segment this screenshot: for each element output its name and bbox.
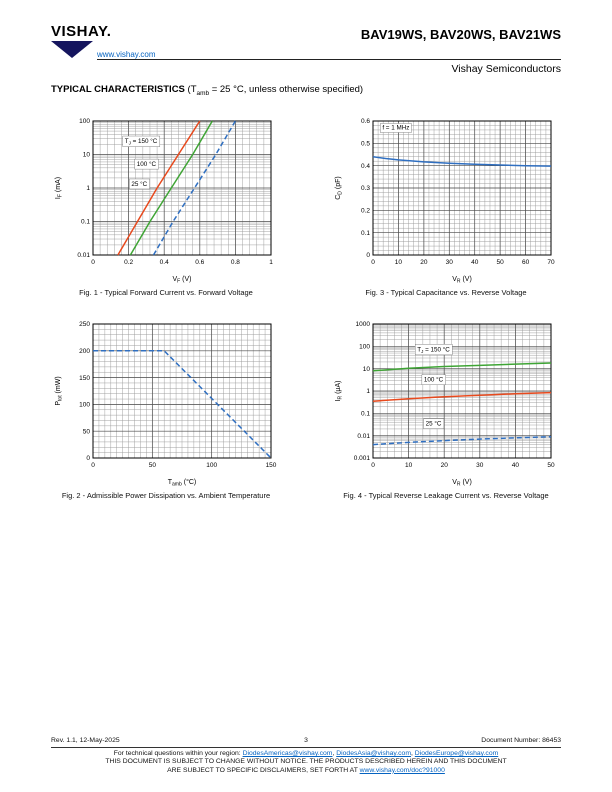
svg-text:50: 50: [148, 462, 156, 469]
svg-text:f = 1 MHz: f = 1 MHz: [382, 124, 410, 132]
svg-text:0: 0: [91, 462, 95, 469]
section-heading-condition: ($T_{amb} = 25$ °C, unless otherwise specified): [184, 84, 364, 97]
svg-text:0.1: 0.1: [360, 229, 370, 237]
footer-row: [51, 737, 561, 746]
email-link-americas[interactable]: DiodesAmericas@vishay.com: [242, 750, 333, 757]
svg-text:IF (mA): $I_F$ (mA): [55, 176, 64, 200]
disclaimer-text: [51, 758, 561, 776]
fig4-caption: Fig. 4 - Typical Reverse Leakage Current vs. Reverse Voltage: [343, 491, 549, 500]
svg-text:10: 10: [404, 462, 413, 469]
page-number: 3: [304, 737, 308, 744]
svg-text:60: 60: [521, 259, 530, 266]
fig2-caption: Fig. 2 - Admissible Power Dissipation vs. Ambient Temperature: [61, 491, 271, 500]
svg-text:0.6: 0.6: [195, 259, 205, 266]
svg-text:70: 70: [547, 259, 555, 266]
figure-power-dissipation: [51, 316, 281, 500]
disclaimer-doc-link[interactable]: www.vishay.com/doc?91000: [359, 766, 445, 774]
svg-text:100: 100: [79, 401, 90, 409]
footer-rule: [51, 747, 561, 748]
power-dissipation-chart: [51, 316, 281, 488]
revision-text: Rev. 1.1, 12-May-2025: [51, 737, 120, 744]
svg-text:30: 30: [476, 462, 484, 469]
svg-text:20: 20: [440, 462, 448, 469]
svg-text:VR (V): $V_R$ (V): [452, 479, 472, 488]
svg-text:CD (pF): $C_D$ (pF): [335, 176, 344, 200]
svg-text:10: 10: [394, 259, 403, 266]
svg-text:150: 150: [265, 462, 277, 469]
svg-text:50: 50: [82, 428, 90, 436]
svg-text:150: 150: [79, 374, 90, 382]
division-subtitle: Vishay Semiconductors: [451, 63, 561, 75]
svg-text:1000: 1000: [355, 321, 370, 329]
svg-text:0: 0: [371, 259, 375, 266]
svg-text:0.001: 0.001: [353, 455, 370, 463]
svg-text:TJ = 150 °C: $T_J = 150$ °C: [417, 346, 450, 354]
svg-text:0.1: 0.1: [360, 410, 370, 418]
svg-text:100: 100: [206, 462, 218, 469]
svg-text:0: 0: [86, 455, 90, 463]
reverse-leakage-chart: [331, 316, 561, 488]
svg-text:0: 0: [366, 252, 370, 260]
svg-text:0.4: 0.4: [159, 259, 169, 266]
svg-text:50: 50: [547, 462, 555, 469]
svg-text:20: 20: [420, 259, 428, 266]
svg-text:IR (µA): $I_R$ (µA): [335, 380, 344, 402]
svg-text:VF (V): $V_F$ (V): [172, 276, 192, 285]
fig1-caption: Fig. 1 - Typical Forward Current vs. Forward Voltage: [79, 288, 253, 297]
svg-text:TJ = 150 °C: $T_J = 150$ °C: [124, 138, 158, 146]
disclaimer-line1: THIS DOCUMENT IS SUBJECT TO CHANGE WITHOUT NOTICE. THE PRODUCTS DESCRIBED HEREIN AND THIS DOCUMENT: [105, 758, 507, 765]
svg-text:0.8: 0.8: [230, 259, 240, 266]
svg-text:30: 30: [445, 259, 453, 266]
svg-text:0.3: 0.3: [360, 185, 370, 193]
email-link-europe[interactable]: DiodesEurope@vishay.com: [414, 750, 499, 757]
figure-capacitance: [331, 113, 561, 297]
svg-text:25 °C: 25 °C: [131, 180, 148, 188]
svg-text:Ptot (mW): $P_{tot}$ (mW): [55, 376, 64, 406]
svg-text:0.6: 0.6: [360, 118, 370, 126]
capacitance-chart: [331, 113, 561, 285]
contact-line: [51, 750, 561, 757]
svg-text:VR (V): $V_R$ (V): [452, 276, 472, 285]
email-link-asia[interactable]: DiodesAsia@vishay.com: [336, 750, 412, 757]
vishay-website-link[interactable]: www.vishay.com: [97, 50, 156, 59]
svg-text:0.01: 0.01: [357, 432, 370, 440]
svg-text:200: 200: [79, 348, 90, 355]
header-rule: [97, 59, 561, 60]
svg-text:40: 40: [511, 462, 520, 469]
section-heading: [51, 84, 363, 97]
separator: ,: [411, 750, 415, 757]
svg-text:0.4: 0.4: [360, 162, 370, 170]
svg-text:1: 1: [86, 185, 90, 193]
forward-current-chart: [51, 113, 281, 285]
contact-prefix: For technical questions within your region:: [113, 750, 243, 757]
svg-text:0.5: 0.5: [360, 140, 370, 148]
part-numbers-title: BAV19WS, BAV20WS, BAV21WS: [360, 27, 561, 42]
svg-text:25 °C: 25 °C: [425, 420, 442, 428]
document-number: Document Number: 86453: [481, 737, 561, 744]
svg-text:1: 1: [269, 259, 273, 266]
svg-text:100 °C: 100 °C: [423, 376, 444, 384]
svg-text:Tamb (°C): $T_{amb}$ (°C): [167, 479, 197, 488]
svg-text:100 °C: 100 °C: [136, 161, 157, 169]
svg-text:1: 1: [366, 388, 370, 396]
svg-text:0.2: 0.2: [360, 207, 370, 215]
svg-text:0: 0: [91, 259, 95, 266]
svg-text:0: 0: [371, 462, 375, 469]
svg-text:100: 100: [79, 118, 90, 126]
svg-text:50: 50: [496, 259, 504, 266]
figure-forward-current: [51, 113, 281, 297]
page-footer: [51, 737, 561, 776]
vishay-wordmark: VISHAY.: [51, 23, 112, 40]
svg-text:0.01: 0.01: [77, 252, 90, 260]
svg-text:100: 100: [359, 343, 370, 351]
svg-text:0.1: 0.1: [80, 218, 90, 226]
svg-text:10: 10: [82, 151, 90, 159]
fig3-caption: Fig. 3 - Typical Capacitance vs. Reverse Voltage: [365, 288, 527, 297]
svg-text:40: 40: [471, 259, 479, 266]
svg-text:0.2: 0.2: [124, 259, 134, 266]
figure-reverse-leakage: [331, 316, 561, 500]
vishay-triangle-icon: [51, 41, 93, 58]
section-heading-bold: TYPICAL CHARACTERISTICS: [51, 84, 185, 95]
svg-text:250: 250: [79, 321, 90, 329]
separator: ,: [332, 750, 337, 757]
disclaimer-line2: ARE SUBJECT TO SPECIFIC DISCLAIMERS, SET FORTH AT: [167, 766, 360, 774]
svg-text:10: 10: [362, 365, 370, 373]
